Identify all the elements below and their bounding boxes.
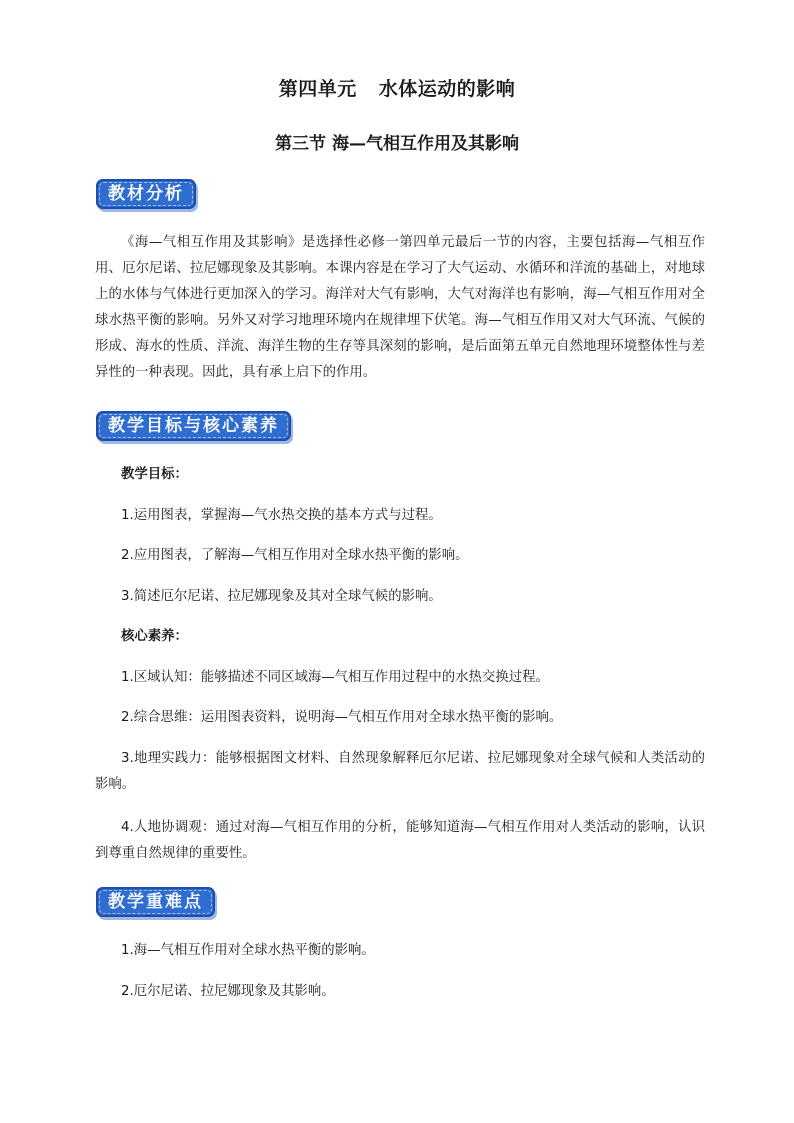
literacy-item: 3.地理实践力：能够根据图文材料、自然现象解释厄尔尼诺、拉尼娜现象对全球气候和人类活动的影响。 [95,751,705,792]
literacy-item: 1.区域认知：能够描述不同区域海—气相互作用过程中的水热交换过程。 [121,670,549,685]
badge-key-points-label: 教学重难点 [108,892,203,912]
unit-number: 第四单元 [278,78,357,100]
literacy-item: 2.综合思维：运用图表资料，说明海—气相互作用对全球水热平衡的影响。 [121,710,563,725]
unit-title [0,74,794,101]
badge-goals [96,411,291,441]
badge-analysis [96,179,196,209]
section-title: 第三节 海—气相互作用及其影响 [275,134,519,154]
goals-label: 教学目标： [121,467,188,482]
goal-item: 2.应用图表，了解海—气相互作用对全球水热平衡的影响。 [121,548,469,563]
badge-key-points [96,887,215,917]
goal-item: 1.运用图表，掌握海—气水热交换的基本方式与过程。 [121,508,442,523]
key-point-item: 2.厄尔尼诺、拉尼娜现象及其影响。 [121,984,335,999]
literacy-item: 4.人地协调观：通过对海—气相互作用的分析，能够知道海—气相互作用对人类活动的影响，认识到尊重自然规律的重要性。 [95,820,705,861]
key-point-item: 1.海—气相互作用对全球水热平衡的影响。 [121,943,375,958]
badge-goals-label: 教学目标与核心素养 [108,416,279,436]
unit-name: 水体运动的影响 [378,78,516,100]
literacy-label: 核心素养： [121,629,188,644]
badge-analysis-label: 教材分析 [108,184,184,204]
analysis-paragraph: 《海—气相互作用及其影响》是选择性必修一第四单元最后一节的内容，主要包括海—气相互作用、厄尔尼诺、拉尼娜现象及其影响。本课内容是在学习了大气运动、水循环和洋流的基础上，对地球上的水体与气体进行更加深入的学习。海洋对大气有影响，大气对海洋也有影响，海—气相互作用对全球水热平衡的影响。另外又对学习地理环境内在规律埋下伏笔。海—气相互作用又对大气环流、气候的形成、海水的性质、洋流、海洋生物的生存等具深刻的影响，是后面第五单元自然地理环境整体性与差异性的一种表现。因此，具有承上启下的作用。 [95,235,705,380]
goal-item: 3.简述厄尔尼诺、拉尼娜现象及其对全球气候的影响。 [121,589,442,604]
